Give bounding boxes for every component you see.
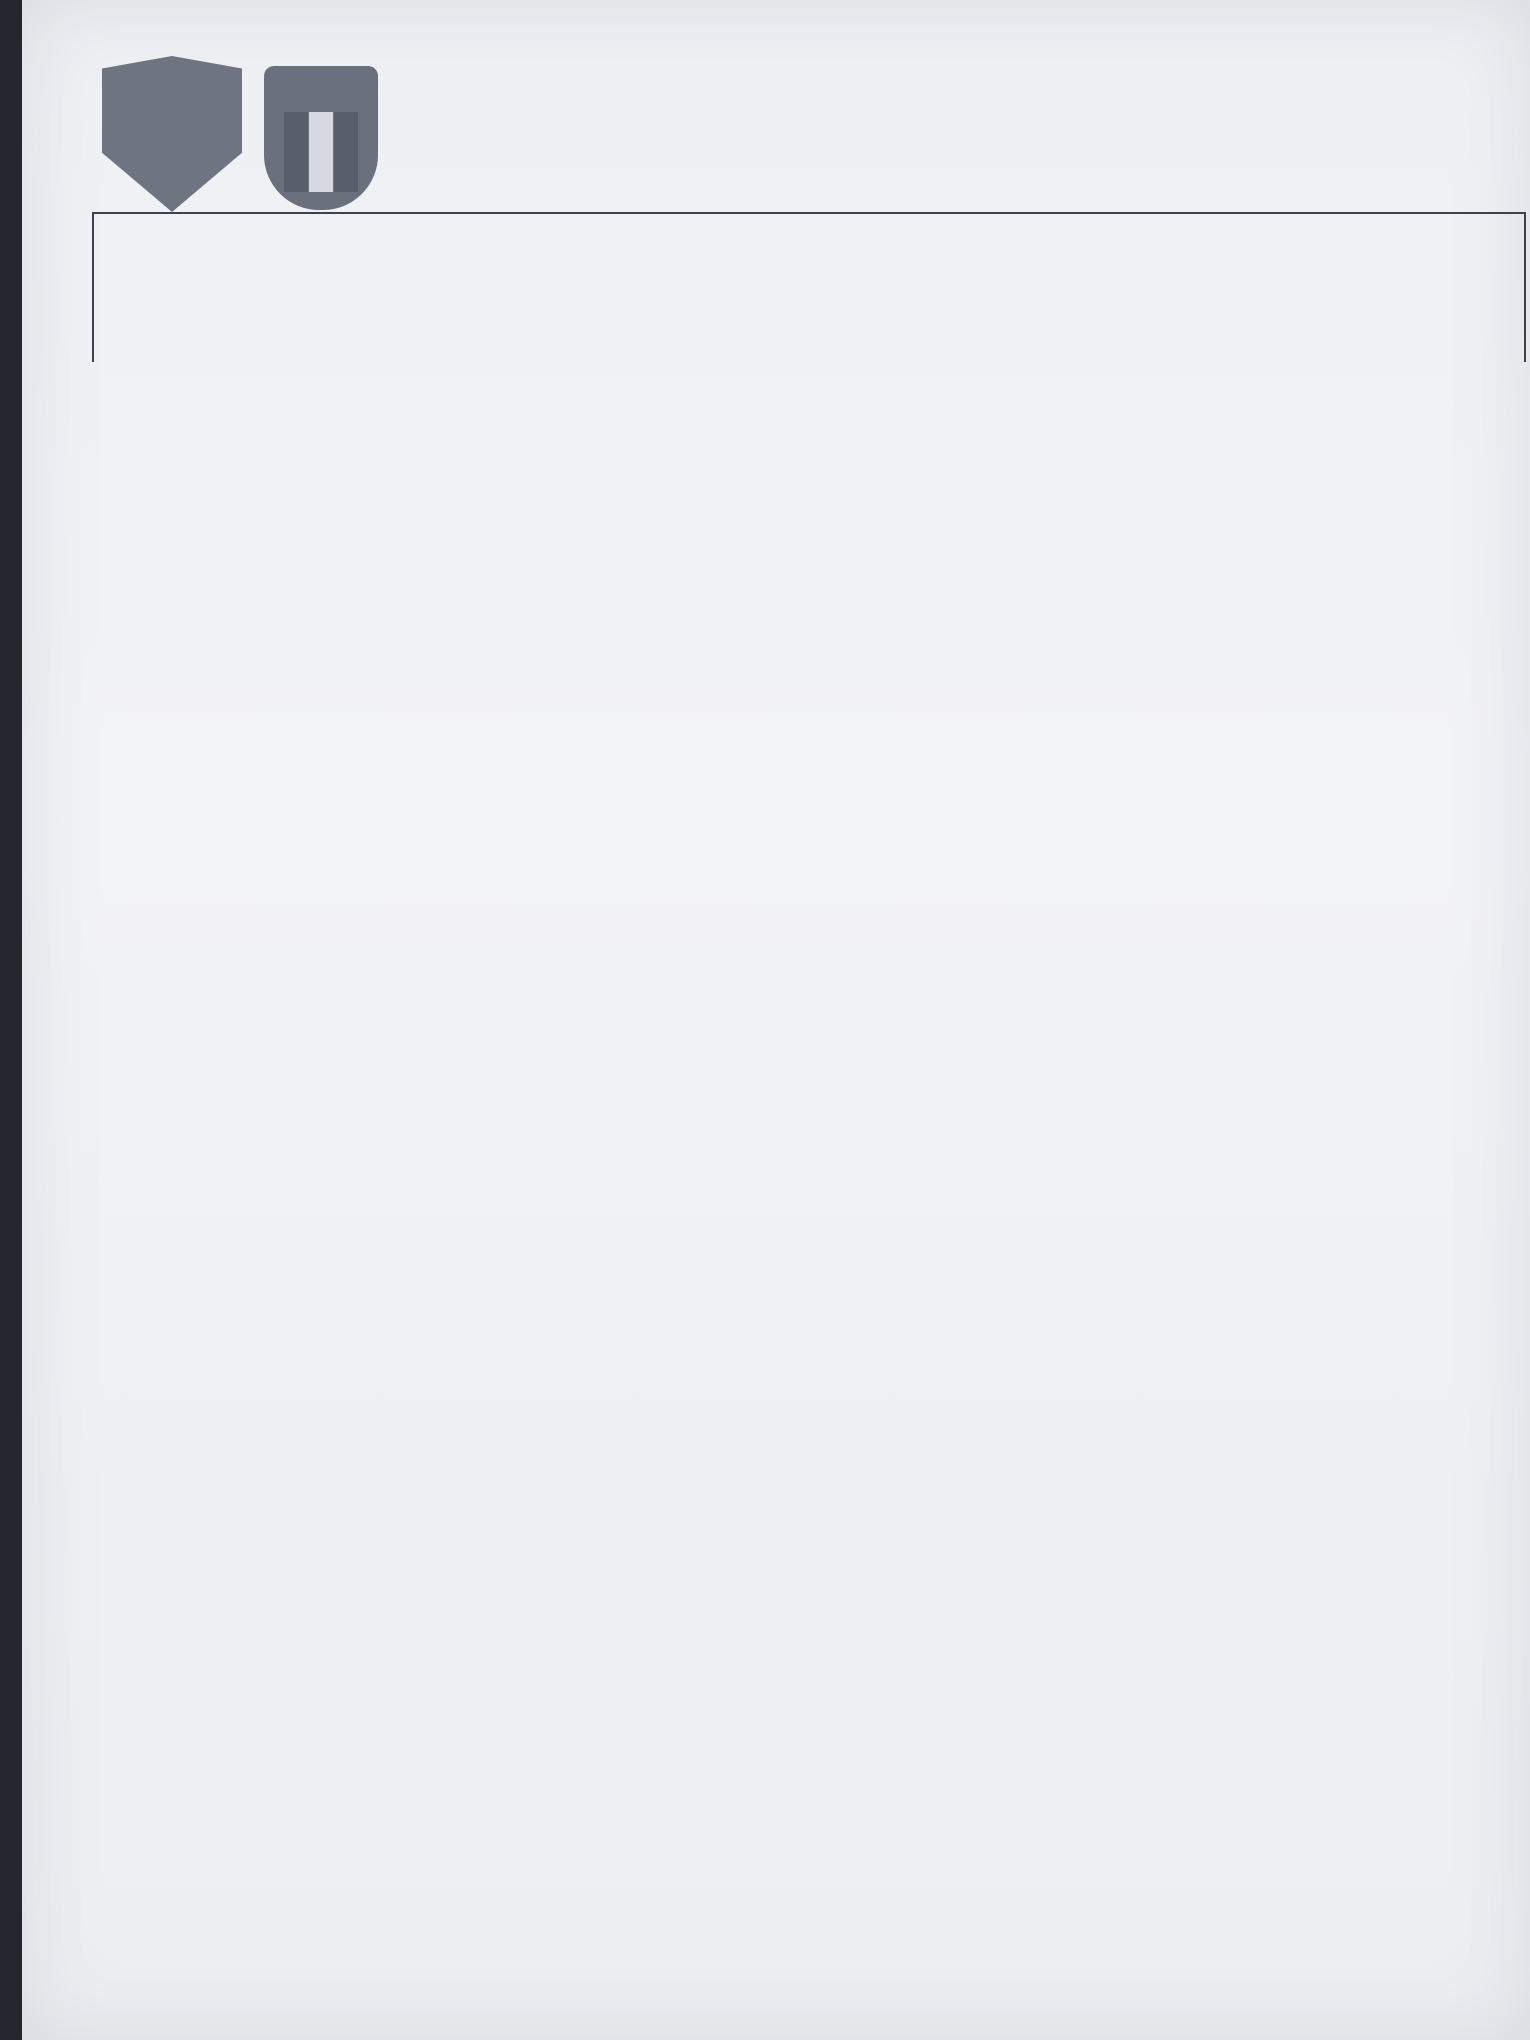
document-sheet bbox=[22, 0, 1530, 2040]
players-table-grid bbox=[22, 0, 1530, 2040]
